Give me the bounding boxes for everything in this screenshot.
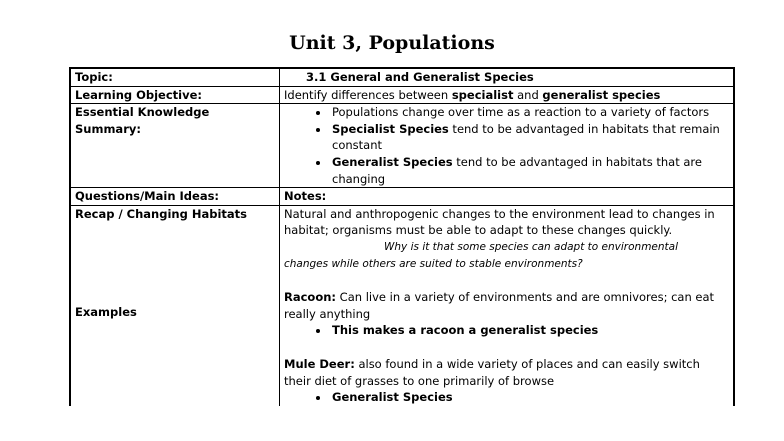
questions-header: Questions/Main Ideas: (70, 188, 280, 206)
deer-term: Mule Deer: (284, 356, 355, 371)
eks-list (284, 104, 729, 187)
objective-and: and (513, 87, 543, 102)
objective-value (280, 86, 735, 104)
notes-cell (280, 205, 735, 405)
deer-bullet: • Generalist Species (330, 389, 729, 406)
objective-label: Learning Objective: (70, 86, 280, 104)
eks-row (70, 104, 734, 188)
notes-header: Notes: (280, 188, 735, 206)
racoon-note (284, 289, 729, 322)
recap-label: Recap / Changing Habitats (75, 206, 248, 221)
notes-table (69, 67, 735, 406)
objective-row (70, 86, 734, 104)
racoon-text: Can live in a variety of environments and are omnivores; can eat really anything (284, 290, 715, 321)
deer-note (284, 356, 729, 389)
recap-text: Natural and anthropogenic changes to the environment lead to changes in habitat; organisms must be able to adapt to these changes quickly. (284, 206, 715, 238)
question-line: Why is it that some species can adapt to environmental (384, 240, 679, 253)
eks-bullet: • Populations change over time as a reaction to a variety of factors (330, 104, 729, 121)
objective-term-specialist: specialist (451, 87, 514, 102)
topic-row (70, 68, 734, 86)
topic-value: 3.1 General and Generalist Species (280, 68, 735, 86)
eks-bullet (330, 121, 729, 154)
objective-text: Identify differences between (284, 87, 452, 102)
eks-label: Essential Knowledge Summary: (70, 104, 280, 188)
cues-cell (70, 205, 280, 405)
examples-label: Examples (75, 305, 137, 320)
racoon-list (284, 322, 729, 339)
eks-text: tend to be advantaged in habitats that remain constant (332, 121, 720, 153)
deer-text: also found in a wide variety of places and can easily switch their diet of grasses to one primarily of browse (284, 356, 700, 388)
racoon-bullet: • This makes a racoon a generalist species (330, 322, 729, 339)
question-line: changes while others are suited to stable environments? (284, 257, 583, 270)
eks-text: tend to be advantaged in habitats that are changing (332, 154, 702, 186)
deer-list (284, 389, 729, 406)
eks-value (280, 104, 735, 188)
racoon-term: Racoon: (284, 290, 337, 305)
eks-term: Specialist Species (332, 121, 449, 136)
page-title: Unit 3, Populations (289, 32, 495, 54)
eks-term: Generalist Species (332, 154, 453, 169)
eks-bullet (330, 154, 729, 187)
header-row (70, 188, 734, 206)
main-row (70, 205, 734, 405)
objective-term-generalist: generalist species (542, 87, 661, 102)
topic-label: Topic: (70, 68, 280, 86)
